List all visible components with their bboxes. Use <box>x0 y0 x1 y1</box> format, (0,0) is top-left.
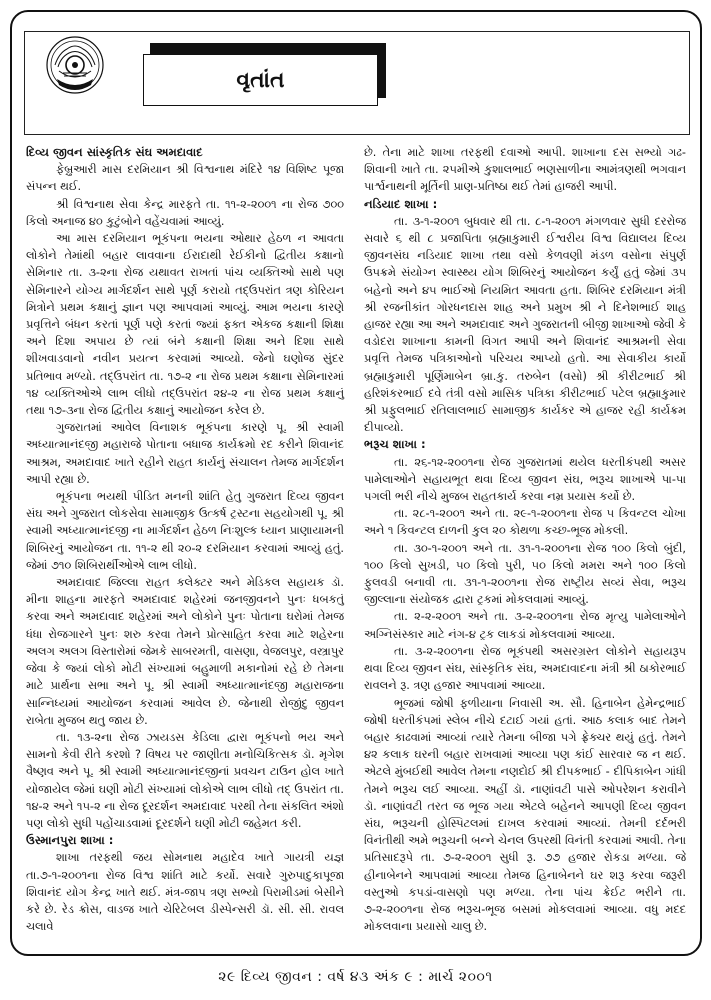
article-paragraph: શ્રી વિશ્વનાથ સેવા કેન્દ્ર મારફતે તા. ૧૧-૨-૨૦૦૧ ના રોજ ૭૦૦ કિલો અનાજ ૪૦ કુટુંબોને વહેંચવામાં આવ્યું. <box>26 197 344 228</box>
article-paragraph: ગુજરાતમાં આવેલ વિનાશક ભૂકંપના કારણે પૂ. શ્રી સ્વામી અધ્યાત્માનંદજી મહારાજે પોતાના બધાજ કાર્યક્રમો રદ કરીને શિવાનંદ આશ્રમ, અમદાવાદ ખાતે રહીને રાહત કાર્યનું સંચાલન તેમજ માર્ગદર્શન આપી રહ્યા છે. <box>26 421 344 486</box>
article-paragraph: તા. ૩-૧-૨૦૦૧ બુધવાર થી તા. ૮-૧-૨૦૦૧ મંગળવાર સુધી દરરોજ સવારે ૬ થી ૮ પ્રજાપિતા બ્રહ્માકુમારી ઈશ્વરીય વિશ્વ વિદ્યાલય દિવ્ય જીવનસંઘ નડિયાદ શાખા તથા વસો કેળવણી મંડળ વસોના સંપુર્ણ ઉપક્રમે સંયોગ્ન સ્વાસ્થ્ય યોગ શિબિરનું આયોજન કર્યું હતું જેમાં ૩૫ બહેનો અને ૪૫ ભાઈઓ નિયમિત આવતા હતા. શિબિર દરમિયાન મંત્રી શ્રી રજનીકાંત ગોરધનદાસ શાહ અને પ્રમુખ શ્રી ને દિનેશભાઈ શાહ હાજર રહ્યા આ અને અમદાવાદ અને ગુજરાતની બીજી શાખાઓ જેવી કે વડોદરા શાખાના કામની વિગત આપી અને શિવાનંદ આશ્રમની સેવા પ્રવૃત્તિ તેમજ પત્રિકાઓનો પરિચય આપ્યો હતો. આ સેવાકીય કાર્યો બ્રહ્માકુમારી પૂર્ણિમાબેન બ્રા.કુ. તરુબેન (વસો) શ્રી કીરીટભાઈ શ્રી હરિશંકરભાઈ દવે તંત્રી વસો માસિક પત્રિકા કીરીટભાઈ પટેલ બ્રહ્માકુમાર શ્રી પ્રફુલભાઈ રતિલાલભાઈ સામાજીક કાર્યકર એ હાજર રહી કાર્યક્રમ દીપાવ્યો. <box>364 214 686 435</box>
section-heading: દિવ્ય જીવન સાંસ્કૃતિક સંઘ અમદાવાદ <box>26 145 203 159</box>
article-paragraph: ભૂજમાં જોષી ફળીયાના નિવાસી અ. સૌ. હિનાબેન હેમેન્દ્રભાઈ જોષી ધરતીકંપમાં સ્લેબ નીચે દટાઈ ગયાં હતાં. આઠ કલાક બાદ તેમને બહાર કાઢવામાં આવ્યાં ત્યારે તેમના બીજા પગે ફ્રેક્ચર થયું હતું. તેમને ૪૨ કલાક ઘરની બહાર રાખવામાં આવ્યા પણ કાંઈ સારવાર જ ન થઈ. એટલે મુંબઈથી આવેલ તેમના નણદોઈ શ્રી દીપકભાઈ - દીપિકાબેન ગાંધી તેમને ભરૂચ લઈ આવ્યા. અહીં ડૉ. નાણાંવટી પાસે ઓપરેશન કરાવીને ડૉ. નાણાંવટી તરત જ ભૂજ ગયા એટલે બહેનને આપણી દિવ્ય જીવન સંઘ, ભરૂચની હોસ્પિટલમાં દાખલ કરવામાં આવ્યાં. તેમની દર્દભરી વિનંતીથી અમે ભરૂચની બન્ને ચેનલ ઉપરથી વિનંતી કરવામાં આવી. તેના પ્રતિસાદરૂપે તા. ૭-૨-૨૦૦૧ સુધી રૂ. ૭૭ હજાર રોકડા મળ્યા. જે હીનાબેનને આપવામાં આવ્યા તેમજ હિનાબેનને ઘર શરૂ કરવા જરૂરી વસ્તુઓ કપડાં-વાસણો પણ મળ્યા. તેના પાંચ ક્રેઈટ ભરીને તા. ૭-૨-૨૦૦૧ના રોજ ભરૂચ-ભૂજ બસમાં મોકલવામાં આવ્યા. વધુ મદદ મોકલવાના પ્રયાસો ચાલુ છે. <box>364 696 686 934</box>
article-paragraph: છે. તેના માટે શાખા તરફથી દવાઓ આપી. શાખાના દસ સભ્યો ગઢ-શિવાની ખાતે તા. ૨૫મીએ કુશાલભાઈ ભણસાળીના આમંત્રણથી ભગવાન પાર્શ્વનાથની મૂર્તિની પ્રાણ-પ્રતિષ્ઠા થઈ તેમાં હાજરી આપી. <box>364 146 686 194</box>
om-seal-icon <box>45 35 105 95</box>
article-paragraph: ફેબ્રુઆરી માસ દરમિયાન શ્રી વિશ્વનાથ મંદિરે ૧૪ વિશિષ્ટ પૂજા સંપન્ન થઈ. <box>26 163 344 194</box>
article-paragraph: ભૂકંપના ભયથી પીડિત મનની શાંતિ હેતુ ગુજરાત દિવ્ય જીવન સંઘ અને ગુજરાત લોકસેવા સામાજીક ઉત્કર્ષ ટ્રસ્ટના સહયોગથી પૂ. શ્રી સ્વામી અધ્યાત્માનંદજી ના માર્ગદર્શન હેઠળ નિઃશુલ્ક ધ્યાન પ્રાણાયામની શિબિરનું આયોજન તા. ૧૧-૨ થી ૨૦-૨ દરમિયાન કરવામાં આવ્યું હતું. જેમાં ૭૧૦ શિબિરાર્થીઓએ લાભ લીધો. <box>26 490 344 572</box>
article-paragraph: આ માસ દરમિયાન ભૂકંપના ભયના ઓથાર હેઠળ ન આવતા લોકોને તેમાંથી બહાર લાવવાના ઈરાદાથી રેઈકીનો દ્વિતીય કક્ષાનો સેમિનાર તા. ૩-૨ના રોજ યથાવત રાખતાં પાંચ વ્યક્તિઓ સાથે પણ સેમિનારને યોગ્ય માર્ગદર્શન સાથે પૂર્ણ કરાયો તદ્ઉપરાંત ત્રણ કોરિયન મિત્રોને પ્રથમ કક્ષાનું જ્ઞાન પણ આપવામાં આવ્યું. આમ ભયના કારણે પ્રવૃત્તિને બંધન કરતાં પૂર્ણ પણે કરતાં જ્યાં ફક્ત એકજ કક્ષાની શિક્ષા અને દિશા અપાય છે ત્યાં બંને કક્ષાની શિક્ષા અને દિશા સાથે શીખવાડવાનો નવીન પ્રયત્ન કરવામાં આવ્યો. જેનો ઘણોજ સુંદર પ્રતિભાવ મળ્યો. તદ્ઉપરાંત તા. ૧૭-૨ ના રોજ પ્રથમ કક્ષાના સેમિનારમાં ૧૪ વ્યક્તિઓએ લાભ લીધો તદ્ઉપરાંત ૨૪-૨ ના રોજ પ્રથમ કક્ષાનું તથા ૧૭-૩ના રોજ દ્વિતીય કક્ષાનું આયોજન કરેલ છે. <box>26 232 344 418</box>
page-footer: ૨૯ દિવ્ય જીવન : વર્ષ ૪૩ અંક ૯ : માર્ચ ૨૦૦૧ <box>218 969 493 985</box>
article-paragraph: શાખા તરફથી જય સોમનાથ મહાદેવ ખાતે ગાયત્રી યજ્ઞ તા.૭-૧-૨૦૦૧ના રોજ વિશ્વ શાંતિ માટે કર્યો. સવારે ગુરુપાદુકાપૂજા શિવાનંદ યોગ કેન્દ્ર ખાતે થઈ. મંત્ર-જાપ ત્રણ સભ્યો પિરામીડમાં બેસીને કરે છે. રેડ ક્રોસ, વાડજ ખાતે ચેરિટેબલ ડીસ્પેન્સરી ડૉ. સી. સી. રાવલ ચલાવે <box>26 851 344 934</box>
article-paragraph: તા. ૩૦-૧-૨૦૦૧ અને તા. ૩૧-૧-૨૦૦૧ના રોજ ૧૦૦ કિલો બુંદી, ૧૦૦ કિલો સુખડી, ૫૦ કિલો પુરી, ૫૦ કિલો મમરા અને ૧૦૦ કિલો ફુલવડી બનાવી તા. ૩૧-૧-૨૦૦૧ના રોજ રાષ્ટ્રીય સવ્યં સેવા, ભરૂચ જીલ્લાના સંયોજક દ્વારા ટ્રકમાં મોકલવામાં આવ્યું. <box>364 541 686 607</box>
article-paragraph: તા. ૨-૨-૨૦૦૧ અને તા. ૩-૨-૨૦૦૧ના રોજ મૃત્યુ પામેલાઓને અગ્નિસંસ્કાર માટે નંગ-૪ ટ્રક લાકડાં મોકલવામાં આવ્યા. <box>364 610 686 641</box>
right-column <box>364 144 686 944</box>
left-column <box>26 144 344 944</box>
article-paragraph: તા. ૩-૨-૨૦૦૧ના રોજ ભૂકંપથી અસરગ્રસ્ત લોકોને સહાયરૂપ થવા દિવ્ય જીવન સંઘ, સાંસ્કૃતિક સંઘ, અમદાવાદના મંત્રી શ્રી ઠાકોરભાઈ રાવલને રૂ. ત્રણ હજાર આપવામાં આવ્યા. <box>364 644 686 693</box>
society-logo <box>45 35 105 95</box>
article-paragraph: તા. ૨૮-૧-૨૦૦૧ અને તા. ૨૯-૧-૨૦૦૧ના રોજ ૫ કિવન્ટલ ચોખા અને ૧ કિવન્ટલ દાળની કુલ ૨૦ કોથળા કચ્છ-ભૂજ મોકલી. <box>364 507 686 538</box>
article-paragraph: તા. ૧૩-૨ના રોજ ઝાયડસ કેડિલા દ્વારા ભૂકંપનો ભય અને સામનો કેવી રીતે કરશો ? વિષય પર જાણીતા મનોચિકિત્સક ડૉ. મૃગેશ વૈષ્ણવ અને પૂ. શ્રી સ્વામી અધ્યાત્માનંદજીનાં પ્રવચન ટાઉન હોલ ખાતે યોજાયેલ જેમાં ઘણી મોટી સંખ્યામાં લોકોએ લાભ લીધો તદ્ ઉપરાંત તા. ૧૪-૨ અને ૧૫-૨ ના રોજ દૂરદર્શન અમદાવાદ પરથી તેના સંકલિત અંશો પણ લોકો સુધી પહોંચાડવામાં દૂરદર્શને ઘણી મોટી જહેમત કરી. <box>26 730 344 830</box>
article-paragraph: તા. ૨૬-૧૨-૨૦૦૧ના રોજ ગુજરાતમાં થયેલ ધરતીકંપથી અસર પામેલાઓને સહાયભૂત થવા દિવ્ય જીવન સંઘ, ભરૂચ શાખાએ પા-પા પગલી ભરી નીચે મુજબ રાહતકાર્ય કરવા નમ્ર પ્રયાસ કર્યો છે. <box>364 455 686 504</box>
page-title: વૃતાંત <box>236 67 285 93</box>
section-heading: ભરૂચ શાખા : <box>364 437 426 452</box>
section-heading: ઉસ્માનપુરા શાખા : <box>26 833 114 848</box>
article-paragraph: અમદાવાદ જિલ્લા રાહત કલેક્ટર અને મેડિકલ સહાયક ડૉ. મીના શાહના મારફતે અમદાવાદ શહેરમાં જનજીવનને પુનઃ ધબકતું કરવા અને અમદાવાદ શહેરમાં અને લોકોને પુનઃ પોતાના ઘરોમાં તેમજ ધંધા રોજગારને પુનઃ શરુ કરવા તેમને પ્રોત્સાહિત કરવા માટે શહેરના અલગ અલગ વિસ્તારોમાં જેમકે સાબરમતી, વાસણા, વેજલપુર, વસ્ત્રાપુર જેવા કે જ્યાં લોકો મોટી સંખ્યામાં બહુમાળી મકાનોમાં રહે છે તેમના માટે પ્રાર્થના સભા અને પૂ. શ્રી સ્વામી અધ્યાત્માનંદજી મહારાજના સાન્નિધ્યમાં આયોજન કરવામાં આવેલ છે. જેનાથી રોજીંદુ જીવન રાબેતા મુજબ થતુ જાય છે. <box>26 576 344 727</box>
section-heading: નડિયાદ શાખા : <box>364 196 438 211</box>
page-title-box <box>143 54 378 106</box>
